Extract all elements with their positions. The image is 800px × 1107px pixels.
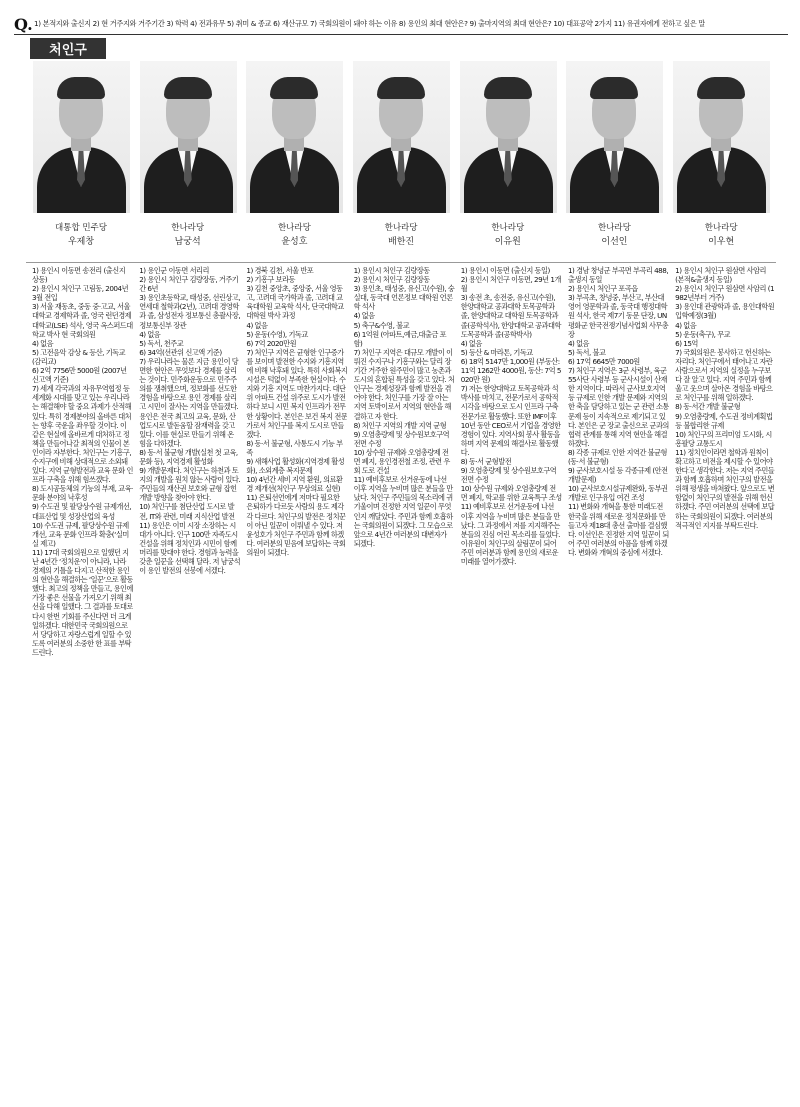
answer-item: 8) 각종 규제로 인한 지역간 불균형 (동·서 불균형) — [567, 447, 667, 466]
candidate-photo-row — [28, 61, 775, 260]
answer-item: 1) 용인시 처인구 원삼면 사암리 (본적&출생지 동일) — [675, 266, 766, 285]
candidate-photo — [460, 61, 557, 213]
candidate-card — [561, 61, 668, 260]
answer-item: 5) 축구&수영, 불교 — [353, 320, 410, 330]
answer-item: 5) 등산 & 마라톤, 기독교 — [460, 347, 533, 357]
answer-item: 9) 수도권 및 팔당상수원 규제개선, 대표산업 및 성장산업의 육성 — [32, 502, 132, 521]
candidate-photo — [246, 61, 343, 213]
answer-item: 11) 변화와 개혁을 통한 미래도전 한국을 위해 새로운 정치문화를 만들고자 제18대 총선 출마를 결심했다. 이선인은 진정한 지역 일꾼이 되어 주민 여러분의 아픔을 함께 하겠다. 변화와 개혁의 중심에 서겠다. — [567, 502, 669, 557]
answer-item: 7) 저는 한양대학교 토목공학과 석 박사를 마치고, 전문가로서 공학적 시각을 바탕으로 도시 인프라 구축 전문가로 활동했다. 또한 IMF이후 10년 동안 CEO로서 기업을 경영한 경험이 있다. 지역사회 봉사 활동을 하며 지역 문제의 해결사로 활동했다. — [460, 384, 561, 457]
candidate-party: 한나라당 — [704, 223, 738, 233]
portrait-hair — [697, 77, 745, 99]
answer-item: 3) 부곡초, 창녕중, 부산고, 부산대 영어 영문학과 졸, 동국대 행정대학원 석사, 한국 제7기 동문 단장, UN평화군 한국전쟁기념사업회 사무총장 — [567, 293, 669, 339]
answer-item: 1) 용인시 이동면 (출신지 동일) — [460, 266, 550, 275]
candidate-name: 이유원 — [494, 237, 521, 247]
answer-item: 5) 독서, 천주교 — [139, 338, 184, 348]
answer-item: 11) 은퇴선언에게 저마다 필요한 은퇴하가 다르듯 사람의 용도 제각각 다르다. 처인구의 발전은 정치꾼이 아닌 일꾼이 이뤄낼 수 있다. 저 윤성호가 처인구 주민과 함께 하겠다. 여러분의 믿음에 보답하는 국회의원이 되겠다. — [246, 493, 346, 557]
answer-item: 6) 18억 5147만 1,000원 (부동산: 11억 1262만 4000원, 동산: 7억 5020만 원) — [460, 356, 561, 385]
answer-item: 4) 없음 — [139, 329, 161, 339]
answer-item: 7) 국회의원은 봉사하고 헌신하는 자리다. 처인구에서 태어나고 자란 사람으로서 지역의 실정을 누구보다 잘 알고 있다. 지역 주민과 함께 울고 웃으며 살아온 경험을 바탕으로 처인구를 위해 일하겠다. — [675, 347, 773, 403]
answer-item: 1) 경남 창녕군 부곡면 부곡리 488, 출생지 동일 — [567, 266, 669, 285]
candidate-name: 윤성호 — [281, 237, 308, 247]
questions-text: 1) 본적지와 출신지 2) 현 거주지와 거주기간 3) 학력 4) 전과유무 5) 취미 & 종교 6) 재산규모 7) 국회의원이 돼야 하는 이유 8) 용인의 최대 현안은? 9) 출마지역의 최대 현안은? 10) 대표공약 2가지 11) 유권자에게 전하고 싶은 말 — [34, 19, 705, 28]
candidate-answer-column — [568, 266, 669, 1102]
answer-item: 6) 7억 2020만원 — [246, 338, 297, 348]
answer-item: 8) 도시공동체의 기능의 부재, 교육·문화 분야의 낙후성 — [32, 484, 133, 503]
candidate-photo — [353, 61, 450, 213]
answer-item: 7) 처인구 지역은 3군 사령부, 육군 55사단 사령부 등 군사시설이 산재한 지역이다. 따라서 군사보호지역 등 규제로 인한 개발 문제와 지역의 한 축을 담당하고 있는 군 관련 소통 문제 등이 지속적으로 제기되고 있다. 본인은 군 장교 출신으로 군과의 협력 관계를 통해 지역 현안을 해결하겠다. — [567, 366, 669, 448]
answer-item: 6) 34억(선관위 신고액 기준) — [139, 347, 222, 357]
answer-item: 9) 오염총량제, 수도권 정비계획법 등 불합리한 규제 — [675, 411, 773, 430]
answer-item: 10) 4년간 세비 지역 환원, 의료환경 제개선(처인구 무상의료 실현) — [246, 475, 343, 494]
candidate-answer-column — [246, 266, 347, 1102]
answer-item: 7) 처인구 지역은 대규모 개발이 이뤄진 수지구나 기흥구와는 달리 장기간 거주한 원주민이 많고 농촌과 도시의 혼합된 특성을 갖고 있다. 처인구는 경제성장과 함께 발전을 겪어야 한다. 처인구를 가장 잘 아는 지역 토박이로서 지역의 현안을 해결하고 자 한다. — [353, 347, 455, 421]
answer-item: 2) 용인시 처인구 김량장동 — [353, 275, 430, 285]
answer-item: 1) 용인시 처인구 김량장동 — [353, 266, 430, 275]
portrait-hair — [57, 77, 105, 99]
answer-item: 2) 기흥구 보라동 — [246, 275, 295, 285]
answer-item: 2) 용인시 처인구 고림동, 2004년 3월 전입 — [32, 284, 129, 303]
candidate-photo — [33, 61, 130, 213]
answer-item: 6) 1억원 (아파트,예금,대출금 포함) — [353, 329, 447, 348]
candidate-photo — [140, 61, 237, 213]
answer-item: 11) 17대 국회의원으로 일했던 지난 4년간 ‘정치운’이 아니라, 나라 경제의 기틀을 다지고 산적한 용인의 현안을 해결하는 ‘일꾼’으로 활동했다. 최고의 정책을 만들고, 용인에 가장 좋은 선물을 가져오기 위해 최선을 다해 일했다. 그 결과를 토대로 다시 한번 기회를 주신다면 더 크게 일하겠다. 대한민국 국회의원으로서 당당하고 자랑스럽게 일할 수 있도록 여러분의 소중한 한 표를 부탁드린다. — [32, 547, 133, 657]
answer-item: 7) 우리나라는 물론 지금 용인이 당면한 현안은 무엇보다 경제를 살리는 것이다. 민주화운동으로 민주주의를 쟁취했으며, 정보화를 선도한 경험을 바탕으로 용인 경제를 살리고 시민이 잘사는 지역을 만들겠다. 용인은 전국 최고의 교육, 문화, 산업도시로 발돋움할 잠재력을 갖고 있다. 이를 현실로 만들기 위해 온 힘을 다하겠다. — [139, 356, 239, 448]
portrait-hair — [484, 77, 532, 99]
answer-item: 4) 없음 — [32, 338, 54, 348]
candidate-card — [135, 61, 242, 260]
answer-item: 8) 동·서 불균형 개발(실천 첫 교육, 문화 등), 지역경제 활성화 — [139, 447, 238, 466]
section-divider — [26, 262, 776, 263]
portrait-hair — [590, 77, 638, 99]
answer-item: 2) 용인시 처인구 김량장동, 거주기간 6년 — [139, 275, 239, 294]
answer-item: 10) 군사보호시설규제완화, 동부권개발로 인구유입 여건 조성 — [567, 484, 668, 503]
candidate-name: 남궁석 — [174, 237, 201, 247]
answer-item: 9) 새해사업 활성화(지역경제 활성화), 소외계층 복지문제 — [246, 456, 345, 476]
answer-item: 5) 고전음악 감상 & 등산, 기독교(감리교) — [32, 347, 126, 366]
candidate-party: 한나라당 — [491, 223, 525, 233]
candidate-card — [455, 61, 562, 260]
answer-item: 4) 없음 — [675, 320, 697, 330]
candidate-party: 한나라당 — [384, 223, 418, 233]
answer-item: 7) 처인구 지역은 균형한 인구증가를 보이며 발전한 수지와 기흥지역에 비해 낙후돼 있다. 특히 사회복지시설은 턱없이 부족한 현실이다. 수지와 기흥 지역도 마찬가지다. 대단위 아파트 건설 위주로 도시가 발전하다 보니 시민 복지 인프라가 전무한 상황이다. 본인은 보건 복지 전문가로서 처인구를 복지 도시로 만들겠다. — [246, 347, 348, 439]
answer-item: 1) 용인시 이동면 송전리 (출신지 상동) — [32, 266, 126, 285]
answer-item: 11) 용인은 이미 시장 소장하는 시대가 아니다. 인구 100만 자족도시 건설을 위해 정치인과 시민이 함께 머리를 맞대야 한다. 경험과 능력을 갖춘 일꾼을 선택해 달라. 저 남궁석이 용인 발전의 선봉에 서겠다. — [139, 520, 241, 576]
answer-item: 10) 처인구를 첨단산업 도시로 발전, IT와 관련, 미래 지식산업 발전 — [139, 502, 235, 521]
answer-item: 5) 운동(축구), 무교 — [675, 329, 731, 339]
candidate-party: 한나라당 — [598, 223, 631, 233]
answer-item: 10) 상수원 규제와 오염총량제 전면 폐지, 학교를 위한 교육특구 조성 — [460, 484, 562, 503]
candidate-name: 우제창 — [67, 237, 95, 247]
answer-columns — [32, 266, 780, 1102]
candidate-photo — [566, 61, 663, 213]
answer-item: 6) 15억 — [675, 338, 698, 348]
candidate-answer-column — [675, 266, 776, 1102]
answer-item: 3) 송전 초, 송전중, 유신고(수원), 한양대학교 공과대학 토목공학과 졸, 한양대학교 대학원 토목공학과 졸(공학석사), 한양대학교 공과대학 도목공학과 졸(공학박사) — [460, 293, 561, 339]
answer-item: 9) 오염총량제 및 상수원보호구역 전면 수정 — [460, 466, 557, 485]
answer-item: 10) 수도권 규제, 팔당상수원 규제 개선, 교육 문화 인프라 확충(‘실미 실 제고) — [32, 520, 129, 548]
answer-item: 8) 동·서간 개발 불균형 — [675, 402, 741, 412]
answer-item: 9) 개발문제다. 처인구는 하천과 토지의 개발을 원치 않는 사람이 있다. 주민들의 재산권 보호와 균형 잡힌 개발 방향을 찾아야 한다. — [139, 466, 241, 503]
answer-item: 5) 독서, 불교 — [567, 347, 606, 357]
answer-item: 4) 없음 — [353, 311, 375, 321]
answer-item: 6) 2억 7756만 5000원 (2007년 신고액 기준) — [32, 366, 127, 385]
portrait-hair — [377, 77, 425, 99]
answer-item: 4) 없음 — [567, 338, 589, 348]
candidate-card — [668, 61, 775, 260]
answer-item: 11) 예비후보로 선거운동에 나선 이후 지역을 누비며 많은 분들을 만났다. 처인구 주민들의 목소리에 귀 기울이며 진정한 지역 일꾼이 무엇인지 깨달았다. 주민과 함께 호흡하는 국회의원이 되겠다. 그 모습으로 앞으로 4년간 여러분의 대변자가 되겠다. — [353, 475, 453, 548]
candidate-name: 이선인 — [601, 237, 628, 247]
district-label: 처인구 — [30, 38, 106, 59]
answer-item: 5) 운동(수영), 기독교 — [246, 329, 308, 339]
candidate-answer-column — [139, 266, 240, 1102]
answer-item: 4) 없음 — [246, 320, 268, 330]
answer-item: 9) 군사보호시설 등 각종규제 (안전 개발문제) — [567, 466, 668, 485]
answer-item: 6) 17억 6645만 7000원 — [567, 356, 640, 366]
candidate-party: 한나라당 — [277, 223, 311, 233]
questions-header — [14, 14, 788, 35]
answer-item: 2) 용인시 처인구 포곡읍 — [567, 284, 638, 294]
candidate-party: 한나라당 — [171, 223, 205, 233]
candidate-party: 대통합 민주당 — [55, 223, 107, 233]
answer-item: 9) 오염총량제 및 상수원보호구역 전면 수정 — [353, 429, 450, 448]
answer-item: 3) 용인초등학교, 태성중, 선린상고, 연세대 철학과(2년), 고려대 경영학과 졸, 삼성전자 정보통신 총괄사장, 정보통신부 장관 — [139, 293, 241, 330]
answer-item: 10) 상수원 규제와 오염총량제 전면 폐지, 용인경전철 조정, 관련 우회 도로 건설 — [353, 447, 450, 476]
candidate-card — [28, 61, 135, 260]
candidate-answer-column — [461, 266, 562, 1102]
candidate-answer-column — [32, 266, 133, 1102]
answer-item: 8) 처인구 지역의 개발 지역 균형 — [353, 420, 447, 430]
answer-item: 11) 예비후보로 선거운동에 나선 이후 지역을 누비며 많은 분들을 만났다. 그 과정에서 저를 지지해주는 분들의 진심 어린 목소리를 들었다. 이유원이 처인구의 살림꾼이 되어 주민 여러분과 함께 용인의 새로운 미래를 열어가겠다. — [460, 502, 560, 566]
answer-item: 3) 용인초, 태성중, 유신고(수원), 숭실대, 동국대 언론정보 대학원 언론학 석사 — [353, 284, 455, 312]
candidate-card — [241, 61, 348, 260]
answer-item: 4) 없음 — [460, 338, 482, 348]
answer-item: 8) 동·서 균형발전 — [460, 456, 512, 466]
answer-item: 3) 서울 재동초, 중동 중·고교, 서울대학교 경제학과 졸, 영국 런던경제대학교(LSE) 석사, 영국 옥스퍼드대학교 박사 현 국회의원 — [32, 302, 133, 339]
candidate-answer-column — [354, 266, 455, 1102]
answer-item: 10) 처인구의 프리미엄 도시화, 시흥팔당 교통도시 — [675, 429, 772, 448]
candidate-photo — [673, 61, 770, 213]
answer-item: 2) 용인시 처인구 원삼면 사암리 (1982년부터 거주) — [675, 284, 775, 303]
answer-item: 3) 김천 중앙초, 중앙중, 서울 영동고, 고려대 국가학과 졸, 고려대 교육대학원 교육학 석사, 단국대학교 대학원 박사 과정 — [246, 284, 344, 321]
answer-item: 7) 세계 각국과의 자유무역협정 등 세계화 시대를 맞고 있는 우리나라는 해결해야 할 중요 과제가 산적해 있다. 특히 경제분야의 올바른 대처는 향후 국운을 좌우할 것이다. 이 같은 현실에 올바르게 대처하고 정책을 만들어나갈 최적의 인물이 본인이라 자부한다. 처인구는 기흥구, 수지구에 비해 상대적으로 소외돼 있다. 지역 균형발전과 교육 문화 인프라 구축을 위해 힘쓰겠다. — [32, 384, 133, 485]
answer-item: 11) 정치인이라면 철학과 원칙이 확고하고 비전을 제시할 수 있어야 한다고 생각한다. 저는 지역 주민들과 함께 호흡하며 처인구의 발전을 위해 평생을 바쳐왔다. 앞으로도 변함없이 처인구의 발전을 위해 헌신하겠다. 주민 여러분의 선택에 보답하는 국회의원이 되겠다. 여러분의 적극적인 지지를 부탁드린다. — [675, 447, 775, 530]
portrait-hair — [270, 77, 318, 99]
candidate-name: 배한진 — [388, 237, 415, 247]
answer-item: 2) 용인시 처인구 이동면, 29년 1개월 — [460, 275, 561, 294]
candidate-card — [348, 61, 455, 260]
q-mark: Q. — [14, 14, 33, 34]
answer-item: 1) 용인군 이동면 서리리 — [139, 266, 209, 275]
answer-item: 1) 경북 김천, 서울 반포 — [246, 266, 314, 275]
candidate-name: 이우현 — [708, 237, 735, 247]
answer-item: 3) 용인대 관광학과 졸, 용인대학원 입학예정(3월) — [675, 302, 775, 321]
portrait-hair — [164, 77, 212, 99]
answer-item: 8) 동·서 불균형, 사통도시 기능 부족 — [246, 438, 343, 457]
